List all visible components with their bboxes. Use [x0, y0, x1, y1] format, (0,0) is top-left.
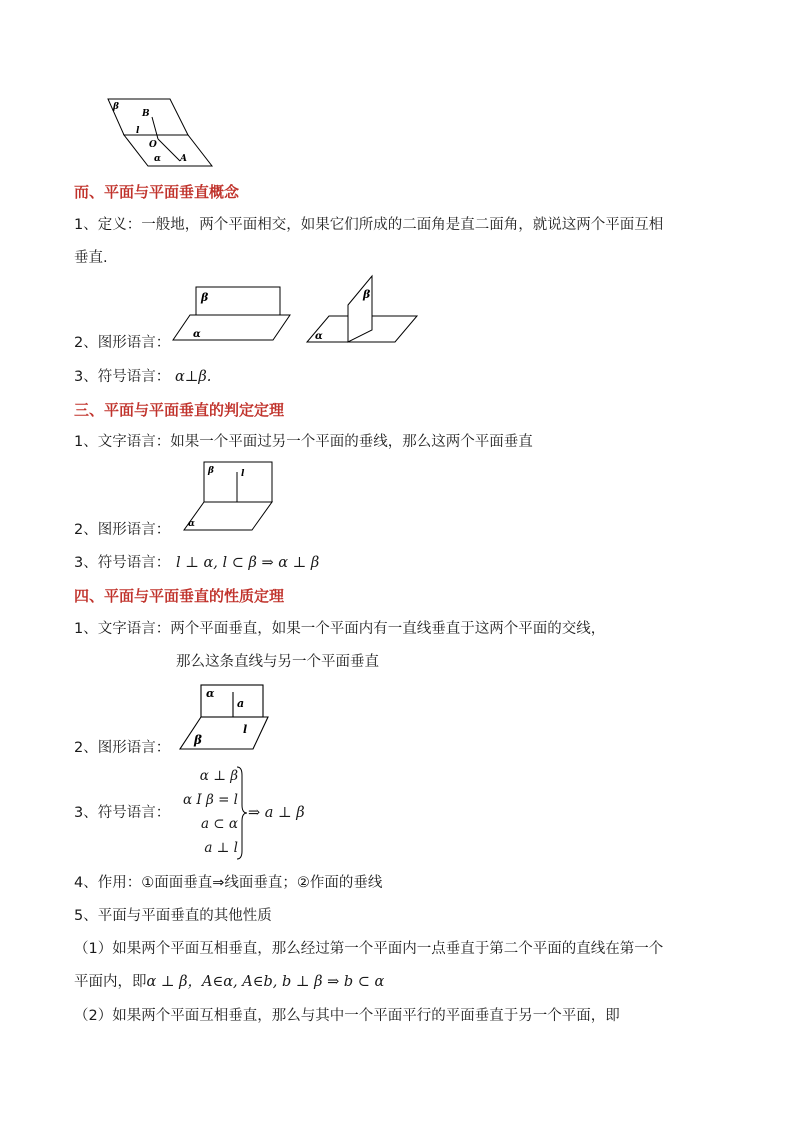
- graph-language-label-3: 2、图形语言：: [74, 740, 171, 756]
- use-line: 4、作用：①面面垂直⇒线面垂直；②作面的垂线: [74, 875, 383, 891]
- fig2-label-alpha: α: [315, 331, 323, 342]
- symbol-expression-1: α⊥β.: [175, 369, 212, 385]
- label-B: B: [142, 109, 150, 119]
- condition-brace: [236, 765, 248, 861]
- symbol-language-label-2: 3、符号语言：: [74, 555, 171, 571]
- label-alpha: α: [154, 154, 161, 164]
- property-1-line-2: [74, 972, 384, 992]
- definition-line-1: 1、定义：一般地，两个平面相交，如果它们所成的二面角是直二面角，就说这两个平面互相: [74, 217, 664, 233]
- perpendicular-planes-figure-2: [305, 270, 425, 345]
- other-properties-title: 5、平面与平面垂直的其他性质: [74, 908, 272, 924]
- property-2-line-1: （2）如果两个平面互相垂直，那么与其中一个平面平行的平面垂直于另一个平面，即: [74, 1008, 620, 1024]
- property-theorem-figure: [176, 680, 276, 755]
- plane-alpha: [124, 135, 212, 166]
- dihedral-angle-figure: [100, 95, 220, 170]
- section-heading-judgment-theorem: 三、平面与平面垂直的判定定理: [74, 401, 285, 419]
- property-label-alpha: α: [206, 687, 215, 700]
- property-label-a: a: [237, 697, 245, 710]
- word-language-line-property-2: 那么这条直线与另一个平面垂直: [176, 654, 379, 670]
- judgment-label-beta: β: [208, 466, 214, 476]
- word-language-line-property-1: 1、文字语言：两个平面垂直，如果一个平面内有一直线垂直于这两个平面的交线，: [74, 621, 606, 637]
- section-heading-concept: 而、平面与平面垂直概念: [74, 183, 240, 201]
- judgment-label-l: l: [241, 469, 245, 479]
- conclusion-expression: ⇒ a ⊥ β: [248, 805, 305, 821]
- symbol-expression-2: l ⊥ α, l ⊂ β ⇒ α ⊥ β: [176, 555, 320, 571]
- judgment-theorem-figure: [176, 460, 276, 535]
- condition-4: a ⊥ l: [204, 840, 238, 856]
- definition-line-2: 垂直.: [74, 250, 108, 266]
- word-language-line-judgment: 1、文字语言：如果一个平面过另一个平面的垂线，那么这两个平面垂直: [74, 434, 533, 450]
- fig1-label-alpha: α: [193, 329, 201, 340]
- line-OA: [158, 139, 180, 161]
- property-1-line-2-text: 平面内，即: [74, 974, 147, 990]
- graph-language-label-1: 2、图形语言：: [74, 335, 171, 351]
- condition-1: α ⊥ β: [199, 768, 238, 784]
- property-label-l: l: [243, 723, 248, 736]
- condition-3: a ⊂ α: [200, 816, 238, 832]
- property-1-line-1: （1）如果两个平面互相垂直，那么经过第一个平面内一点垂直于第二个平面的直线在第一个: [74, 941, 664, 957]
- condition-2: α I β = l: [182, 792, 238, 808]
- label-l: l: [136, 126, 140, 136]
- property-1-line-2-math: α ⊥ β，A∈α, A∈b, b ⊥ β ⇒ b ⊂ α: [146, 974, 385, 990]
- section-heading-property-theorem: 四、平面与平面垂直的性质定理: [74, 587, 285, 605]
- symbol-language-label-3: 3、符号语言：: [74, 805, 171, 821]
- fig2-label-beta: β: [363, 288, 371, 301]
- fig1-label-beta: β: [201, 291, 209, 304]
- symbol-language-label-1: 3、符号语言：: [74, 369, 171, 385]
- judgment-label-alpha: α: [188, 519, 195, 529]
- label-A: A: [180, 154, 187, 164]
- conditions-stack: [172, 764, 238, 860]
- graph-language-label-2: 2、图形语言：: [74, 522, 171, 538]
- label-O: O: [149, 140, 157, 150]
- line-OB: [152, 117, 158, 139]
- label-beta: β: [113, 102, 119, 112]
- property-label-beta: β: [194, 733, 202, 747]
- perpendicular-planes-figure-1: [170, 280, 295, 345]
